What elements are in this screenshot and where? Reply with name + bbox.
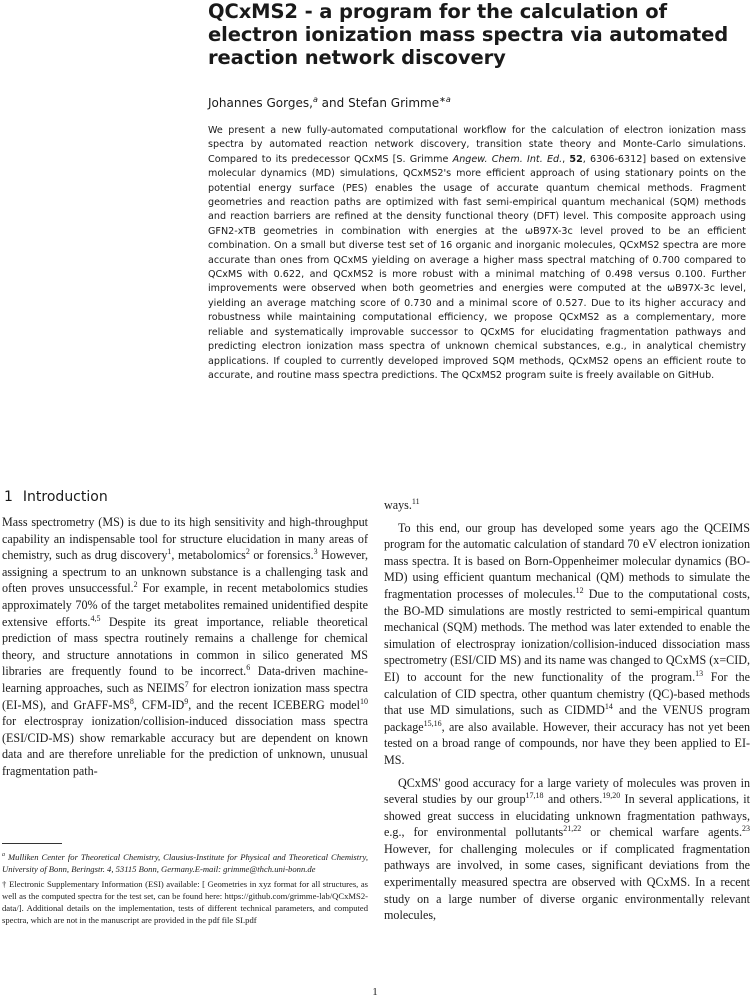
paragraph: QCxMS' good accuracy for a large variety of molecules was proven in several studies by our group$^{17,18}$ and others.$^{19,20}$ In several applications, it showed great success in elucidating unknown fragmentation pathways, e.g., for environmental pollutants$^{21,22}$ or chemical warfare agents.$^{23}$ However, for challenging molecules or if complicated fragmentation pathways are involved, in some cases, significant deviations from the experimentally measured spectra are observed with QCxMS. In a recent study on a large number of diverse organic environmentally relevant molecules,: [384, 775, 750, 923]
citation-ref[interactable]: 8: [129, 696, 134, 706]
citation-ref[interactable]: 1: [167, 547, 172, 557]
section-number: 1: [4, 489, 13, 505]
affiliation-mark: ∗a: [439, 95, 451, 104]
paragraph: Mass spectrometry (MS) is due to its high sensitivity and high-throughput capability an indispensable tool for structure elucidation in many areas of chemistry, such as drug discovery$^1$, metabolomics$^2$ or forensics.$^3$ However, assigning a spectrum to an unknown substance is a challenging task and often proves unsuccessful.$^2$ For example, in recent metabolomics studies approximately 70% of the target metabolites remained unidentified despite extensive efforts.$^{4,5}$ Despite its great importance, reliable theoretical prediction of mass spectra routinely remains a challenge for chemical theory, and structure annotations in common in silico generated MS libraries are frequently found to be incorrect.$^6$ Data-driven machine-learning approaches, such as NEIMS$^7$ for electron ionization mass spectra (EI-MS), and GrAFF-$MS^8$, CFM-$ID^9$, and the recent ICEBERG model$^{10}$ for electrospray ionization/collision-induced dissociation mass spectra (ESI/CID-MS) show remarkable accuracy but are dependent on known data and are therefore unreliable for the prediction of unknown, unusual fragmentation path-: [2, 515, 368, 778]
footnote-rule: [2, 843, 62, 844]
citation-ref[interactable]: 4,5: [90, 613, 101, 623]
journal-name: Angew. Chem. Int. Ed.: [452, 153, 563, 165]
affiliation-mark: a: [2, 852, 5, 859]
paper-title: QCxMS2 - a program for the calculation of electron ionization mass spectra via automated reaction network discovery: [208, 0, 729, 69]
section-heading-introduction: [4, 488, 364, 506]
abstract: We present a new fully-automated computational workflow for the calculation of electron ionization mass spectra by automated reaction network discovery, transition state theory and Monte-Carlo simulations. Compared to its predecessor QCxMS [S. Grimme Angew. Chem. Int. Ed., 52, 6306-6312] based on extensive molecular dynamics (MD) simulations, QCxMS2's more efficient approach of using stationary points on the potential energy surface (PES) enables the usage of accurate quantum chemical methods. Fragment geometries and reaction paths are optimized with fast semi-empirical quantum mechanical (SQM) methods and reaction barriers are refined at the density functional theory (DFT) level. This composite approach using GFN2-xTB geometries in combination with energies at the ωB97X-3c level proved to be an efficient combination. On a small but diverse test set of 16 organic and inorganic molecules, QCxMS2 spectra are more accurate than ones from QCxMS yielding on average a higher mass spectral matching of 0.700 compared to QCxMS with 0.622, and QCxMS2 is more robust with a minimal matching of 0.498 versus 0.100. Further improvements were observed when both geometries and energies were computed at the ωB97X-3c level, yielding an average matching score of 0.730 and a minimal score of 0.527. Due to its higher accuracy and robustness while maintaining computational efficiency, we propose QCxMS2 as a complementary, more reliable and systematically improvable successor to QCxMS for elucidating fragmentation pathways and predicting electron ionization mass spectra of unknown chemical substances, e.g., in analytical chemistry applications. If coupled to currently developed improved SQM methods, QCxMS2 opens an efficient route to accurate, and routine mass spectra predictions. The QCxMS2 program suite is freely available on GitHub.: [208, 125, 746, 381]
citation-ref[interactable]: 9: [184, 696, 189, 706]
right-column: [384, 497, 750, 924]
footnote-affiliation: $^a$ Mulliken Center for Theoretical Chemistry, Clausius-Institute for Physical and Theoretical Chemistry, University of Bonn, Beringstr. 4, 53115 Bonn, Germany.E-mail: grimme@thch.uni-bonn.de: [2, 852, 368, 874]
paragraph: ways.$^{11}$: [384, 496, 420, 512]
citation-ref[interactable]: 2: [133, 580, 138, 590]
author-name: Johannes Gorges,: [208, 96, 313, 110]
citation-ref[interactable]: 14: [604, 702, 613, 712]
citation-ref[interactable]: 17,18: [525, 791, 544, 801]
author-conjunction: and: [321, 96, 345, 110]
author-name: Stefan Grimme: [348, 96, 440, 110]
citation-ref[interactable]: 23: [742, 824, 750, 834]
citation-ref[interactable]: 3: [313, 547, 318, 557]
author-list: [208, 92, 743, 111]
citation-ref[interactable]: 7: [184, 679, 189, 689]
citation-ref[interactable]: 10: [360, 696, 368, 706]
citation-ref[interactable]: 2: [245, 547, 250, 557]
citation-ref[interactable]: 6: [246, 663, 251, 673]
footnotes: [2, 851, 368, 929]
citation-ref[interactable]: 12: [575, 585, 584, 595]
page-number: 1: [372, 986, 378, 998]
journal-volume: 52: [569, 153, 583, 165]
citation-ref[interactable]: 15,16: [423, 718, 442, 728]
citation-ref[interactable]: 19,20: [602, 791, 621, 801]
footnote-esi: † Electronic Supplementary Information (ESI) available: [ Geometries in xyz format for all structures, as well as the computed spectra for the test set, can be found here: https://github.com/grimme-lab/QCxMS2-data/]. Additional details on the implementation, tests of different technical parameters, and computed spectra, which are not in the manuscript are provided in the pdf file SI.pdf: [2, 879, 368, 925]
affiliation-mark: a: [312, 95, 318, 104]
section-title: Introduction: [22, 489, 108, 505]
citation-ref[interactable]: 21,22: [563, 824, 582, 834]
left-column: [2, 514, 368, 780]
paragraph: To this end, our group has developed some years ago the QCEIMS program for the automatic calculation of standard 70 eV electron ionization mass spectra. It is based on Born-Oppenheimer molecular dynamics (BO-MD) using efficient quantum mechanical (QM) methods to simulate the fragmentation processes of molecules.$^{12}$ Due to the computational costs, the BO-MD simulations are mostly restricted to semi-empirical quantum mechanical (SQM) methods. The method was later extended to enable the simulation of electrospray ionization/collision-induced dissociation mass spectrometry (ESI/CID MS) and its name was changed to QCxMS (x=CID, EI) to account for the new functionality of the program.$^{13}$ For the calculation of CID spectra, other quantum chemistry (QC)-based methods that use MD simulations, such as CIDMD$^{14}$ and the VENUS program package$^{15,16}$, are also available. However, their accuracy has not yet been tested on a broad range of compounds, nor have they been applied to EI-MS.: [384, 520, 750, 767]
citation-ref[interactable]: 13: [695, 668, 704, 678]
citation-ref[interactable]: 11: [411, 496, 420, 506]
